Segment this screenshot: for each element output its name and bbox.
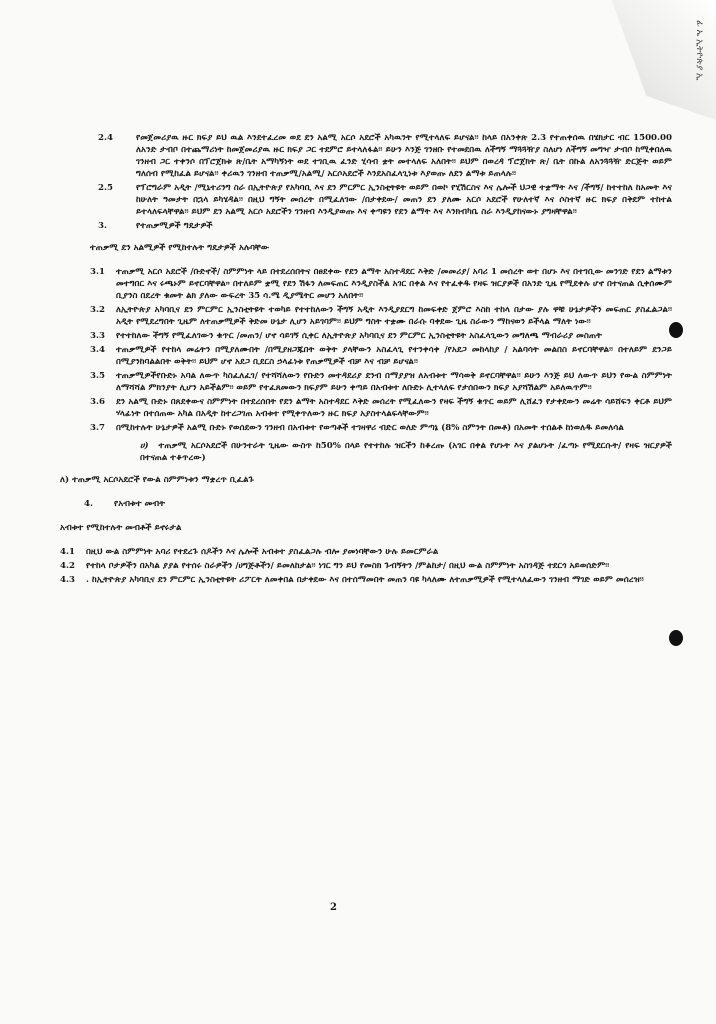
punch-hole bbox=[669, 630, 683, 646]
clause-item bbox=[60, 266, 672, 302]
clause-text: በዚህ ውል ስምምነት አባሪ የተደረጉ ሰዶችን እና ሌሎች አብቱተ ያስፈልጋሉ ብሎ ያመነባቸውን ሁሉ ይመርምራል bbox=[86, 547, 439, 557]
clause-number: 3.2 bbox=[90, 305, 105, 315]
clause-item bbox=[60, 546, 672, 558]
clause-text: የተተከለው ችግኝ የሚፈለገውን ቁጥር /መጠን/ ሆኖ ሳይገኝ ሲቀር ለኢትዮጵያ አካባቢና ደን ምርምር ኢንስቲትዩት አስፈላጊውን መግለጫ ማብራሪያ መስጠት bbox=[116, 331, 602, 341]
clause-number: 4.2 bbox=[60, 561, 75, 571]
clause-text: የተከላ ቦታዎችን በአካል ያያል የተሰሩ ስራዎችን /ሀግጅቶችን/ ይመለከታል፡፡ ነገር ግን ይህ የመስክ ጉብኝትን /ምልከታ/ በዚህ ውል ስምምነት አስገዳጅ ተደርጎ አይወሰድም፡፡ bbox=[86, 561, 610, 571]
page-number: 2 bbox=[330, 902, 337, 913]
clause-item bbox=[60, 574, 672, 586]
section-number: 4. bbox=[84, 499, 93, 509]
clause-number: 3.4 bbox=[90, 345, 105, 355]
section-heading: አብቱተ የሚከተሉት መብቶች ይኖሩታል bbox=[60, 523, 182, 533]
clause-number: 3.3 bbox=[90, 331, 105, 341]
clause-item bbox=[60, 132, 672, 180]
clause-text: ተጠቃሚዎች የተከላ መሬትን በሚያለሙበት /በሚያዘጋጁበት ወቅት ያላቸውን አስፈላጊ የተንቀሳቀ /የአደጋ መከላከያ / አልባሳት መልበስ ይኖርባቸዋል፡፡ በተለይም ደንጋይ በሚያንከባልልበት ወቅት፡፡ ይህም ሆኖ አደጋ ቢደርስ ኃላፊነቱ የጠቃሚዎች ብቻ እና ብቻ ይሆናል፡፡ bbox=[116, 345, 672, 367]
sub-clause-label: ሀ) bbox=[140, 441, 149, 451]
clause-text: . ከኢትዮጵያ አካባቢና ደን ምርምር ኢንስቲትዩት ሪፖርት ለመቀበል በታቀደው እና በተሰማመበት መጠን ባዩ ካላለሙ ለተጠቃሚዎች የሚተላለፈውን ገንዘብ ማገድ ወይም መሰረዝ፡፡ bbox=[86, 575, 644, 585]
clause-number: 3.7 bbox=[90, 423, 105, 433]
clause-text: ለኢትዮጵያ አካባቢና ደን ምርምር ኢንስቲትዩት ተወካይ የተተከለውን ችግኝ አዲት እንዲያደርግ ከመፍቀድ ጀምሮ እስከ ተከላ በታው ያሉ ዋቹ ሁኔታዎችን መፍጠር ያስፈልጋል፡፡ አዲት የሚደረግበት ጊዜም ለተጠቃሚዎች ቅድመ ሁኔታ ሊሆን አይገባም፡፡ ይህም ግስት ተቋሙ በራሱ ባቀደው ጊዜ ስራውን ማከናወን ይችላል ማለት ነው፡፡ bbox=[116, 305, 672, 327]
clause-text: ደን አልሚ ቡድኑ በጸደቀውና ስምምነት በተደረሰበት የደን ልማት አስተዳደር እቅድ መሰረት የሚፈለውን የዛፍ ችግኝ ቁጥር ወይም ሊሸፈን የታቀደውን መሬት ሳይሸፍን ቀርቶ ይህም ሃላፊነት በተሰጠው አካል በአዲት ከተረጋገጠ አብቱተ የሚቀጥለውን ዙር ክፍያ አያስተላልፍላቸውም፡፡ bbox=[116, 397, 672, 419]
clause-number: 3.6 bbox=[90, 397, 105, 407]
sub-clause bbox=[140, 440, 672, 464]
clause-item bbox=[60, 396, 672, 420]
section-heading: ተጠቃሚ ደን አልሚዎች የሚከተሉት ግዴታዎች አሉባቸው bbox=[90, 243, 270, 253]
clause-number: 4.1 bbox=[60, 547, 75, 557]
document-body bbox=[60, 132, 672, 588]
clause-number: 2.4 bbox=[98, 133, 113, 143]
margin-text: ፊ ኤ ኢትዮጵያ ኢ bbox=[694, 20, 704, 81]
clause-item bbox=[60, 370, 672, 394]
clause-number: 3. bbox=[98, 221, 107, 231]
clause-list-obligations bbox=[60, 266, 672, 434]
clause-text: በሚከተሉት ሁኔታዎች አልሚ ቡድኑ የወሰደውን ገንዘብ በአብቱተ የወጣቶች ተገዛዋሪ ብድር ወለድ ምጣኔ (8% ስምንት በመቶ) በአመት ተሰልቶ ከነወለዱ ይመለሳል bbox=[116, 423, 624, 433]
section-heading: ለ) ተጠቃሚ አርሶአደሮች የውል ስምምነቱን ማቋረጥ ቢፈልጉ bbox=[60, 475, 254, 485]
clause-item bbox=[60, 330, 672, 342]
clause-list-rights bbox=[60, 546, 672, 586]
clause-text: ተጠቃሚ አርሶ አደሮች /ቡድኖች/ ስምምነት ላይ በተደረሰበትና በፀደቀው የደን ልማት አስተዳደር እቅድ /መመሪያ/ አባሪ 1 መሰረት ወተ በሆኑ እና በተገቢው መንገድ የደን ልማቱን መተግበር እና ሩጫኑም ይኖርባቸዋል። በተለይም ቋሚ የደን ሽፋን ለመፍጠር እንዲያስችል አገር በቀል እና የተፈቀዱ የዛፍ ዝርያዎች በአንድ ጊዜ የሚደቀሉ ሆኖ በተናጠል ሲቀሰሙም ቢያንስ በደረት ቁመት ልክ ያለው ውፍረት 35 ሳ.ሜ ዲያሜትር መሆን አለበት፡፡ bbox=[116, 267, 672, 301]
clause-number: 2.5 bbox=[98, 183, 113, 193]
clause-item bbox=[60, 560, 672, 572]
clause-number: 3.1 bbox=[90, 267, 105, 277]
clause-number: 3.5 bbox=[90, 371, 105, 381]
section-title-text: የአብቱተ መብት bbox=[114, 499, 166, 509]
sub-clause-text: ተጠቃሚ አርሶአደሮች በሁንተራት ጊዜው ውስጥ ከ50% በላይ የተተከሉ ዝርችን ከቆረጡ (አገር በቀል የሆኑት እና ያልሆኑት /ፈጣኑ የሚደርሱት/ የዛፍ ዝርያዎች በተናጠል ተቆጥረው) bbox=[140, 441, 672, 463]
clause-item bbox=[60, 182, 672, 218]
section-title bbox=[84, 498, 672, 510]
clause-item bbox=[60, 304, 672, 328]
clause-number: 4.3 bbox=[60, 575, 75, 585]
clause-text: የፕሮግራም አዲት /ሚኒተሪንግ ስራ በኢትዮጵያ የአካባቢ እና ደን ምርምር ኢንስቲትዩት ወይም በወኮ የሂሽርስና እና ሌሎች ህጋዊ ተቋማት እና /ችግኝ/ ከተተከለ ከአመት እና ከሁለት ዓመታት በኋላ ይካሄዳል፡፡ በዚህ ግኝት መሰረት በሚፈለገው /በታቀደው/ መጠን ደን ያለሙ አርሶ አደሮች የሁለተኛ እና ሶስተኛ ዙር ክፍያ በቅደም ተከተል ይተላለፍላቸዋል፡፡ ይህም ደን አልሚ አርሶ አደሮችን ገንዘብ እንዲያወጡ እና ቀጣዩን የደን ልማት እና እንክብካቤ ስራ እንዲያከናውኑ ያግዛቸዋል፡፡ bbox=[136, 183, 672, 217]
clause-item bbox=[60, 344, 672, 368]
clause-item bbox=[60, 422, 672, 434]
clause-item bbox=[60, 220, 672, 232]
clause-text: የመጀመሪያዉ ዙር ክፍያ ይህ ዉል እንደተፈረመ ወደ ደን አልሚ አርሶ አደሮች አካዉንት የሚተላለፍ ይሆናል፡፡ ከላይ በአንቀጽ 2.3 የተጠቀሰዉ በሄክታር ብር 1500.00 ለአንድ ታብቦ በተጨማሪነት ከመጀመሪያዉ ዙር ክፍያ ጋር ተደምሮ ይተላለፋል፡፡ ይሁን እንጅ ገንዘቡ የተመደበዉ ለችግኝ ማጓጓዥያ ስለሆነ ለችግኝ መግዣ ታብቦ ከሚቀበለዉ ገንዘብ ጋር ተቀንሶ በፕሮጀክቱ ጽ/ቤት አማካኝነት ወደ ተገቢዉ ፈንድ ሂሳብ ቋት መተላለፍ አለበት፡፡ ይህም በወረዳ ፕሮጀክት ጽ/ ቤት በኩል ለአንጓጓዥ ድርጅት ወይም ግለሰብ የሚከፈል ይሆናል፡፡ ቀሪዉን ገንዘብ ተጠቃሚ/አልሚ/ አርሶአደሮች እንደአስፈላጊነቱ እያወጡ ለደን ልማቱ ይጠላሉ፡፡ bbox=[136, 133, 672, 179]
clause-text: የተጠቃሚዎች ግዴታዎች bbox=[136, 221, 213, 231]
clause-text: ተጠቃሚዎችየቡድኑ አባል ለውጥ ካስፈለፈገ/ የተሻሻለውን የቡድን መተዳደሪያ ደንብ በማያያዝ ለአብቱተ ማሳወቅ ይኖርባቸዋል፡፡ ይሁን እንጅ ይህ ለውጥ ይህን የውል ስምምነት ለማሻሻል ምክንያት ሊሆን አይችልም፡፡ ወይም የተፈጸመውን ክፍያም ይሁን ቀጣይ በአብቱተ ለቡድኑ ሊተላለፍ የታሰበውን ክፍያ አያሻሽልም አይለዉጥም፡፡ bbox=[116, 371, 672, 393]
clause-list-payments bbox=[60, 132, 672, 232]
